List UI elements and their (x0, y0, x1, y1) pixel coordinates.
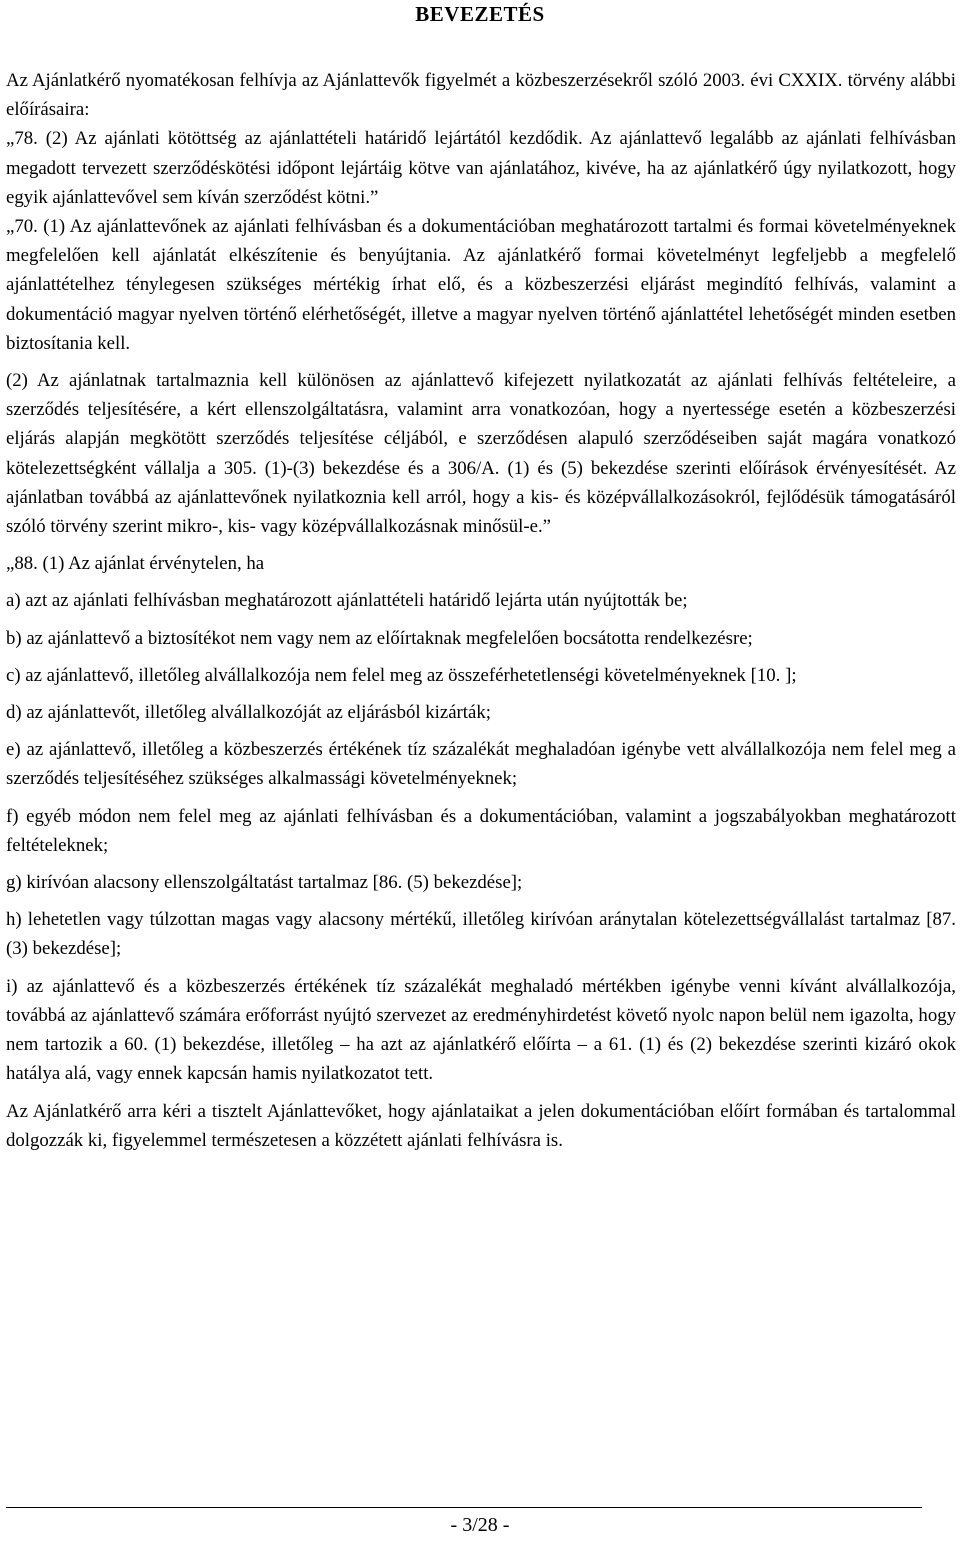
list-item-a: a) azt az ajánlati felhívásban meghatározott ajánlattételi határidő lejárta után nyújtották be; (6, 590, 688, 612)
list-item-c: c) az ajánlattevő, illetőleg alvállalkozója nem felel meg az összeférhetetlenségi követelményeknek [10. ]; (6, 664, 797, 686)
page-title: BEVEZETÉS (415, 2, 545, 26)
intro-paragraph: Az Ajánlatkérő nyomatékosan felhívja az Ajánlattevők figyelmét a közbeszerzésekről szóló 2003. évi CXXIX. törvény alábbi előírásaira: (6, 70, 956, 121)
list-item-e: e) az ajánlattevő, illetőleg a közbeszerzés értékének tíz százalékát meghaladóan igénybe vett alvállalkozója nem felel meg a szerződés teljesítéséhez szükséges alkalmassági követelményeknek; (6, 739, 956, 790)
list-item-d: d) az ajánlattevőt, illetőleg alvállalkozóját az eljárásból kizárták; (6, 702, 491, 724)
quote-70-2-paragraph: (2) Az ajánlatnak tartalmaznia kell különösen az ajánlattevő kifejezett nyilatkozatát az ajánlati felhívás feltételeire, a szerződés teljesítésére, a kért ellenszolgáltatásra, valamint arra vonatkozóan, hogy a nyertessége esetén a közbeszerzési eljárás alapján megkötött szerződés teljesítése céljából, e szerződésen alapuló szerződéseiben saját magára vonatkozó kötelezettségként vállalja a 305. (1)-(3) bekezdése és a 306/A. (1) és (5) bekezdése szerinti előírások érvényesítését. Az ajánlatban továbbá az ajánlattevőnek nyilatkoznia kell arról, hogy a kis- és középvállalkozásokról, fejlődésük támogatásáról szóló törvény szerint mikro-, kis- vagy középvállalkozásnak minősül-e.” (6, 370, 956, 538)
list-item-b: b) az ajánlattevő a biztosítékot nem vagy nem az előírtaknak megfelelően bocsátotta rendelkezésre; (6, 627, 753, 649)
document-body (6, 66, 956, 1155)
footer-divider (6, 1507, 922, 1508)
list-item-f: f) egyéb módon nem felel meg az ajánlati felhívásban és a dokumentációban, valamint a jogszabályokban meghatározott feltételeknek; (6, 805, 956, 856)
quote-70-1-paragraph: „70. (1) Az ajánlattevőnek az ajánlati felhívásban és a dokumentációban meghatározott tartalmi és formai követelményeknek megfelelően kell ajánlatát elkészítenie és benyújtania. Az ajánlatkérő formai követelményt legfeljebb a megfelelő ajánlattételhez ténylegesen szükséges mértékig írhat elő, és a közbeszerzési eljárást megindító felhívás, valamint a dokumentáció magyar nyelven történő elérhetőségét, illetve a magyar nyelven történő ajánlattétel lehetőségét minden esetben biztosítania kell. (6, 216, 956, 354)
quote-78-paragraph: „78. (2) Az ajánlati kötöttség az ajánlattételi határidő lejártától kezdődik. Az ajánlattevő legalább az ajánlati felhívásban megadott tervezett szerződéskötési időpont lejártáig kötve van ajánlatához, kivéve, ha az ajánlatkérő úgy nyilatkozott, hogy egyik ajánlattevővel sem kíván szerződést kötni.” (6, 128, 956, 208)
quote-88-heading: „88. (1) Az ajánlat érvénytelen, ha (6, 553, 265, 575)
closing-paragraph: Az Ajánlatkérő arra kéri a tisztelt Ajánlattevőket, hogy ajánlataikat a jelen dokumentációban előírt formában és tartalommal dolgozzák ki, figyelemmel természetesen a közzétett ajánlati felhívásra is. (6, 1100, 956, 1151)
page-number: - 3/28 - (450, 1514, 510, 1536)
list-item-h: h) lehetetlen vagy túlzottan magas vagy alacsony mértékű, illetőleg kirívóan aránytalan kötelezettségvállalást tartalmaz [87. (3) bekezdése]; (6, 909, 956, 960)
list-item-g: g) kirívóan alacsony ellenszolgáltatást tartalmaz [86. (5) bekezdése]; (6, 872, 523, 894)
list-item-i: i) az ajánlattevő és a közbeszerzés értékének tíz százalékát meghaladó mértékben igénybe venni kívánt alvállalkozója, továbbá az ajánlattevő számára erőforrást nyújtó szervezet az eredményhirdetést követő nyolc napon belül nem igazolta, hogy nem tartozik a 60. (1) bekezdése, illetőleg – ha azt az ajánlatkérő előírta – a 61. (1) és (2) bekezdése szerinti kizáró okok hatálya alá, vagy ennek kapcsán hamis nyilatkozatot tett. (6, 975, 956, 1085)
